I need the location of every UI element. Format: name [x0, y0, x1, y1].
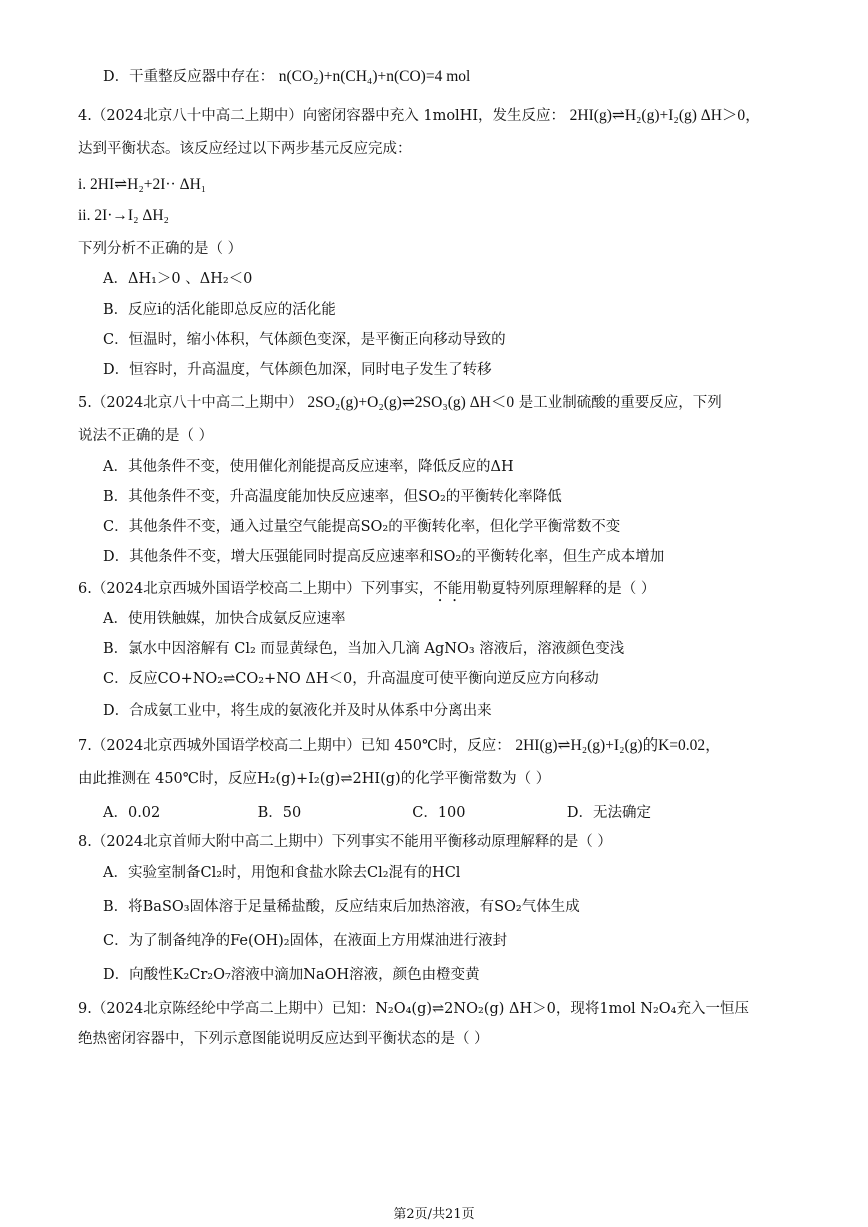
q4-option-c: C．恒温时，缩小体积，气体颜色变深，是平衡正向移动导致的 — [103, 332, 506, 348]
q8-option-b: B．将BaSO₃固体溶于足量稀盐酸，反应结束后加热溶液，有SO₂气体生成 — [103, 899, 580, 915]
q4-option-d: D．恒容时，升高温度，气体颜色加深，同时电子发生了转移 — [103, 362, 492, 378]
q4-prefix: 4.（2024北京八十中高二上期中）向密闭容器中充入 1molHI，发生反应： — [78, 108, 566, 124]
q5-option-c: C．其他条件不变，通入过量空气能提高SO₂的平衡转化率，但化学平衡常数不变 — [103, 519, 621, 535]
q6-option-c: C．反应CO+NO₂⇌CO₂+NO ΔH＜0，升高温度可使平衡向逆反应方向移动 — [103, 671, 599, 687]
q8-option-d: D．向酸性K₂Cr₂O₇溶液中滴加NaOH溶液，颜色由橙变黄 — [103, 967, 480, 983]
q7-line2: 由此推测在 450℃时，反应H₂(g)+I₂(g)⇌2HI(g)的化学平衡常数为（ ） — [78, 771, 551, 787]
question-4-title — [78, 105, 761, 127]
q4-option-a: A．ΔH₁＞0 、ΔH₂＜0 — [103, 271, 253, 287]
q3-option-d-text: D．干重整反应器中存在： — [103, 69, 275, 85]
q7-equation: 2HI(g)⇌H₂(g)+I₂(g)的K=0.02， — [515, 737, 721, 754]
q7-option-a: A．0.02 — [103, 805, 161, 821]
q8-option-a: A．实验室制备Cl₂时，用饱和食盐水除去Cl₂混有的HCl — [103, 865, 461, 881]
q6-option-a: A．使用铁触媒，加快合成氨反应速率 — [103, 611, 346, 627]
q7-option-c: C．100 — [412, 805, 466, 821]
question-7-title — [78, 735, 721, 757]
q6-option-d: D．合成氨工业中，将生成的氨液化并及时从体系中分离出来 — [103, 703, 492, 719]
q5-option-a: A．其他条件不变，使用催化剂能提高反应速率，降低反应的ΔH — [103, 459, 514, 475]
q5-equation: 2SO₂(g)+O₂(g)⇌2SO₃(g) ΔH＜0 — [307, 394, 515, 411]
q5-option-d: D．其他条件不变，增大压强能同时提高反应速率和SO₂的平衡转化率，但生产成本增加 — [103, 549, 665, 565]
q4-option-b: B．反应i的活化能即总反应的活化能 — [103, 302, 336, 318]
page-footer: 第2页/共21页 — [393, 1207, 475, 1222]
q7-prefix: 7.（2024北京西城外国语学校高二上期中）已知 450℃时，反应： — [78, 738, 511, 754]
q4-line2: 达到平衡状态。该反应经过以下两步基元反应完成： — [78, 141, 412, 157]
q3-option-d — [103, 66, 470, 88]
q6-prefix: 6.（2024北京西城外国语学校高二上期中）下列事实， — [78, 581, 434, 597]
q6-suffix: 用勒夏特列原理解释的是（ ） — [462, 581, 656, 597]
question-5-title — [78, 392, 722, 414]
question-6-title — [78, 578, 655, 605]
q4-equation: 2HI(g)⇌H₂(g)+I₂(g) ΔH＞0， — [569, 107, 761, 124]
q7-options — [103, 802, 763, 824]
q8-option-c: C．为了制备纯净的Fe(OH)₂固体，在液面上方用煤油进行液封 — [103, 933, 508, 949]
q7-option-d: D．无法确定 — [566, 805, 651, 821]
q9-line2: 绝热密闭容器中，下列示意图能说明反应达到平衡状态的是（ ） — [78, 1031, 489, 1047]
q4-step2: ii. 2I·→I₂ ΔH₂ — [78, 207, 169, 224]
q3-option-d-equation: n(CO₂)+n(CH₄)+n(CO)=4 mol — [278, 68, 471, 85]
q4-step1: i. 2HI⇌H₂+2I·· ΔH₁ — [78, 176, 207, 193]
q7-option-b: B．50 — [257, 805, 302, 821]
q4-stem: 下列分析不正确的是（ ） — [78, 241, 243, 257]
question-9-title: 9.（2024北京陈经纶中学高二上期中）已知：N₂O₄(g)⇌2NO₂(g) ΔH＞0，现将1mol N₂O₄充入一恒压 — [78, 1001, 749, 1017]
question-8-title: 8.（2024北京首师大附中高二上期中）下列事实不能用平衡移动原理解释的是（ ） — [78, 834, 612, 850]
q5-suffix: 是工业制硫酸的重要反应，下列 — [518, 395, 722, 411]
q5-line2: 说法不正确的是（ ） — [78, 428, 214, 444]
q5-prefix: 5.（2024北京八十中高二上期中） — [78, 395, 303, 411]
q5-option-b: B．其他条件不变，升高温度能加快反应速率，但SO₂的平衡转化率降低 — [103, 489, 562, 505]
q6-option-b: B．氯水中因溶解有 Cl₂ 而显黄绿色，当加入几滴 AgNO₃ 溶液后，溶液颜色变浅 — [103, 641, 625, 657]
q6-emphasis: 不能 — [433, 581, 463, 597]
